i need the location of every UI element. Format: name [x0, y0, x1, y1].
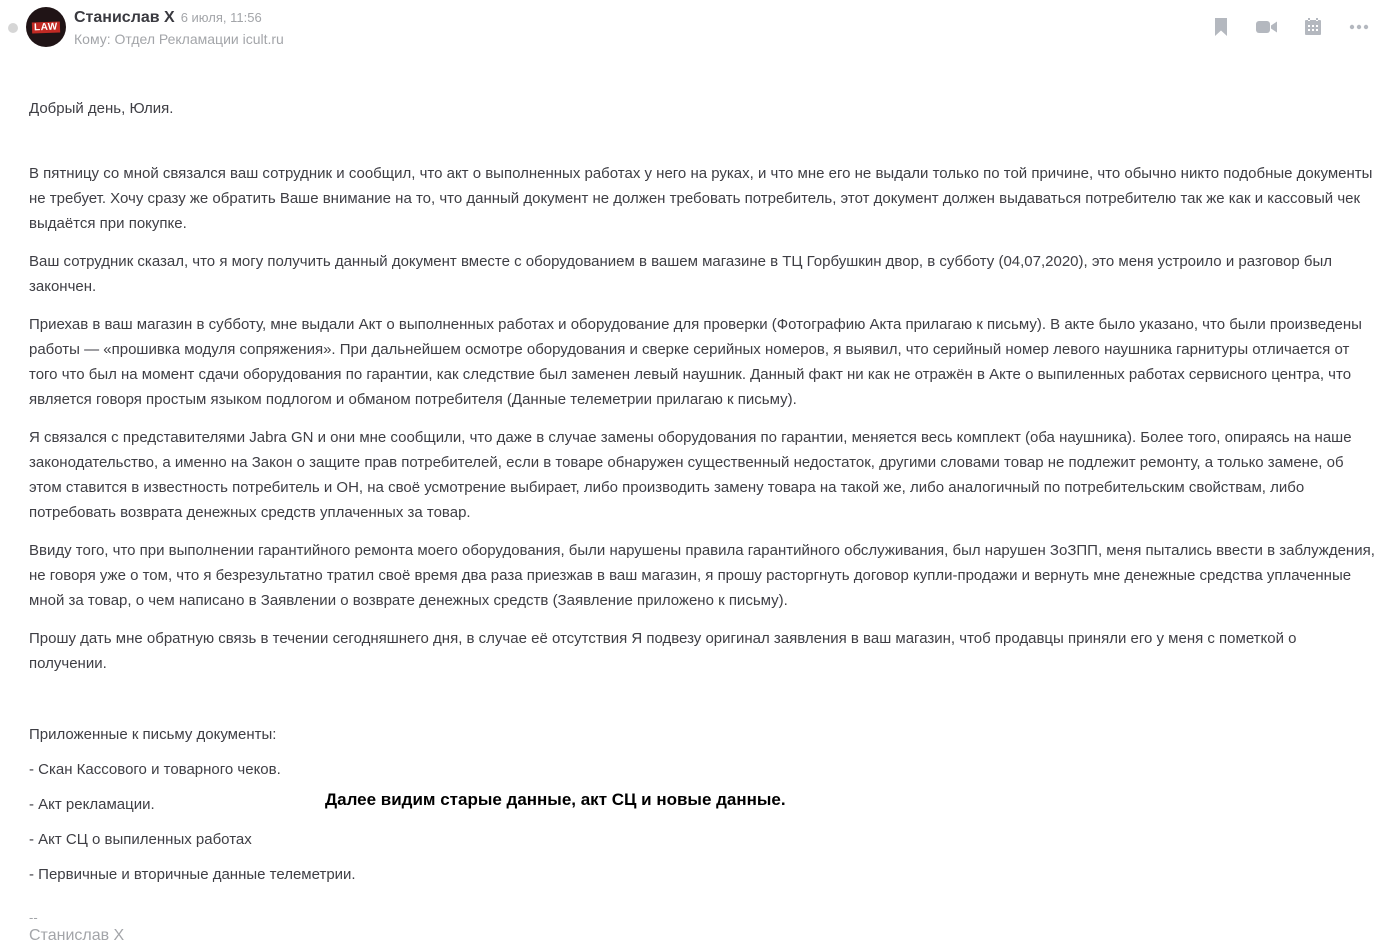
body-paragraph: Прошу дать мне обратную связь в течении сегодняшнего дня, в случае её отсутствия Я подвезу оригинал заявления в ваш магазин, чтоб продавцы приняли его у меня с пометкой о получении.	[29, 630, 1297, 672]
annotation-caption: Далее видим старые данные, акт СЦ и новые данные.	[325, 790, 786, 809]
avatar-label: LAW	[33, 21, 59, 33]
body-paragraph: Я связался с представителями Jabra GN и они мне сообщили, что даже в случае замены оборудования по гарантии, меняется весь комплект (оба наушника). Более того, опираясь на наше законодательство, а именно на Закон о защите прав потребителей, если в товаре обнаружен существенный недостаток, другими словами товар не подлежит ремонту, а только замене, об этом ставится в известность потребитель и ОН, на своё усмотрение выбирает, либо производить замену товара на такой же, либо аналогичный по потребительским свойствам, либо потребовать возврата денежных средств уплаченных за товар.	[29, 429, 1352, 521]
body-paragraph: Ваш сотрудник сказал, что я могу получить данный документ вместе с оборудованием в вашем магазине в ТЦ Горбушкин двор, в субботу (04,07,2020), это меня устроило и разговор был закончен.	[29, 253, 1333, 295]
attachment-list-item: - Акт рекламации.	[29, 796, 155, 813]
attachment-list-item: - Первичные и вторичные данные телеметрии.	[29, 866, 356, 883]
sender-name[interactable]: Станислав Х	[74, 9, 175, 26]
signature-name: Станислав Х	[29, 927, 125, 944]
signature-block	[29, 910, 1376, 947]
message-date: 6 июля, 11:56	[180, 10, 262, 25]
recipient-line[interactable]: Кому: Отдел Рекламации icult.ru	[74, 31, 284, 47]
body-paragraph: Ввиду того, что при выполнении гарантийного ремонта моего оборудования, были нарушены правила гарантийного обслуживания, был нарушен ЗоЗПП, меня пытались ввести в заблуждения, не говоря уже о том, что я безрезультатно тратил своё время два раза приезжав в ваш магазин, я прошу расторгнуть договор купли-продажи и вернуть мне денежные средства уплаченные мной за товар, о чем написано в Заявлении о возврате денежных средств (Заявление приложено к письму).	[29, 542, 1375, 609]
attachment-list-item: - Скан Кассового и товарного чеков.	[29, 761, 281, 778]
signature-separator: --	[29, 910, 38, 925]
body-paragraph: Приехав в ваш магазин в субботу, мне выдали Акт о выполненных работах и оборудование для проверки (Фотографию Акта прилагаю к письму). В акте было указано, что были произведены работы — «прошивка модуля сопряжения». При дальнейшем осмотре оборудования и сверке серийных номеров, я выявил, что серийный номер левого наушника гарнитуры отличается от того что был на момент сдачи оборудования по гарантии, как следствие был заменен левый наушник. Данный факт ни как не отражён в Акте о выпиленных работах сервисного центра, что является говоря простым языком подлогом и обманом потребителя (Данные телеметрии прилагаю к письму).	[29, 316, 1362, 408]
attachment-list-item: - Акт СЦ о выпиленных работах	[29, 831, 252, 848]
attachments-list-title: Приложенные к письму документы:	[29, 726, 277, 743]
body-paragraph: В пятницу со мной связался ваш сотрудник и сообщил, что акт о выполненных работах у него на руках, и что мне его не выдали только по той причине, что обычно никто подобные документы не требует. Хочу сразу же обратить Ваше внимание на то, что данный документ не должен требовать потребитель, этот документ должен выдаваться потребителю так же как и кассовый чек выдаётся при покупке.	[29, 165, 1373, 232]
greeting-text: Добрый день, Юлия.	[29, 100, 174, 117]
